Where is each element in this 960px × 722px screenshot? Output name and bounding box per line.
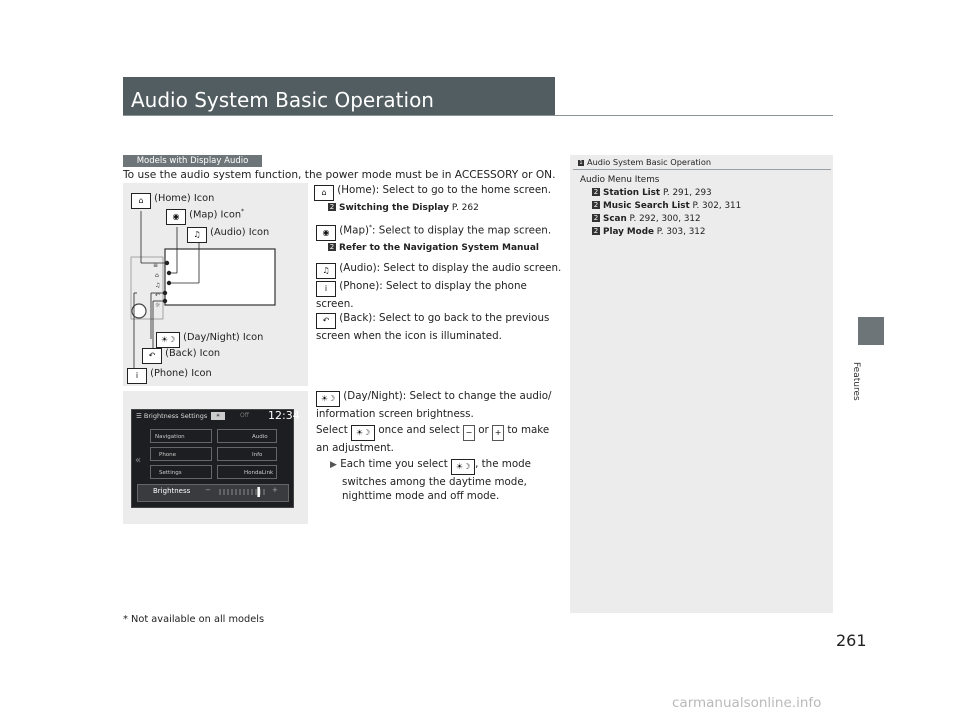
xref-icon: 2 xyxy=(329,203,335,211)
each-a: Each time you select xyxy=(340,458,448,470)
chevron-left-icon: « xyxy=(135,455,142,466)
title-rule xyxy=(123,115,833,116)
each-line3: nighttime mode and off mode. xyxy=(342,490,500,502)
menu-icon: ☰ xyxy=(136,412,142,420)
map-desc xyxy=(316,221,566,241)
map-desc-a: (Map) xyxy=(339,224,370,237)
daynight-desc xyxy=(316,389,566,407)
tile-navigation: Navigation xyxy=(150,429,212,443)
daynight-inline-icon-2: ☀☽ xyxy=(451,459,475,475)
screen-off-label: Off xyxy=(240,412,249,419)
note-item-music-search-list: 2 Music Search List P. 302, 311 xyxy=(593,201,742,211)
map-icon: ◉ xyxy=(166,209,186,225)
note-icon: 1 xyxy=(579,160,583,166)
intro-text: To use the audio system function, the power mode must be in ACCESSORY or ON. xyxy=(123,169,556,181)
xref-icon: 2 xyxy=(329,243,335,252)
daynight-column xyxy=(316,389,566,503)
map-label-text: (Map) Icon xyxy=(189,209,242,221)
brightness-marker xyxy=(257,487,260,497)
tile-settings: Settings xyxy=(150,465,212,479)
back-icon: ↶ xyxy=(142,348,162,364)
audio-desc-icon: ♫ xyxy=(316,263,336,279)
daynight-label-text: (Day/Night) Icon xyxy=(183,332,264,343)
map-desc-icon: ◉ xyxy=(316,225,336,241)
home-icon-label xyxy=(131,193,214,209)
phone-desc-line1: (Phone): Select to display the phone xyxy=(339,280,527,293)
brightness-label: Brightness xyxy=(153,487,191,495)
phone-desc-line2: screen. xyxy=(316,298,354,311)
each-line2: switches among the daytime mode, xyxy=(342,476,527,488)
phone-label-text: (Phone) Icon xyxy=(150,368,212,379)
display-outline xyxy=(165,249,275,305)
screen-title xyxy=(136,412,207,420)
section-tab xyxy=(858,317,884,345)
note-heading-text: Audio System Basic Operation xyxy=(587,157,712,167)
footnote: * Not available on all models xyxy=(123,614,265,625)
note-rule xyxy=(573,169,831,170)
models-badge: Models with Display Audio xyxy=(123,155,262,167)
map-label-star: * xyxy=(241,208,245,215)
select-b: once and select xyxy=(378,424,460,436)
each-b: , the mode xyxy=(475,458,532,470)
note-item-play-mode: 2 Play Mode P. 303, 312 xyxy=(593,227,706,237)
adjust-text: an adjustment. xyxy=(316,442,394,454)
home-label-text: (Home) Icon xyxy=(154,193,215,204)
daynight-desc-line1: (Day/Night): Select to change the audio/ xyxy=(343,390,552,402)
back-desc-line1: (Back): Select to go back to the previous xyxy=(339,312,550,325)
audio-icon: ♫ xyxy=(187,227,207,243)
brightness-minus: − xyxy=(205,486,211,494)
phone-desc xyxy=(316,279,566,297)
back-label-text: (Back) Icon xyxy=(165,348,221,359)
minus-icon: − xyxy=(463,425,475,441)
back-desc-line2: screen when the icon is illuminated. xyxy=(316,330,502,343)
description-column xyxy=(316,183,566,343)
back-icon-label xyxy=(142,348,220,364)
home-ref-title: Switching the Display xyxy=(339,203,450,213)
map-ref-title: Refer to the Navigation System Manual xyxy=(339,243,539,254)
section-label xyxy=(849,348,889,401)
back-desc xyxy=(316,311,566,329)
map-ref xyxy=(316,241,566,255)
home-desc-icon: ⌂ xyxy=(314,185,334,201)
home-icon: ⌂ xyxy=(131,193,151,209)
section-label-text: Features xyxy=(851,362,861,401)
or-text: or xyxy=(478,424,489,436)
plus-icon: + xyxy=(492,425,504,441)
home-desc-text: (Home): Select to go to the home screen. xyxy=(337,184,551,196)
tile-hondalink: HondaLink xyxy=(217,465,277,479)
home-ref-page: P. 262 xyxy=(451,203,479,213)
page-title: Audio System Basic Operation xyxy=(131,88,434,112)
daynight-inline-icon: ☀☽ xyxy=(351,425,375,441)
audio-icon-label xyxy=(187,227,269,243)
page-number: 261 xyxy=(836,631,867,650)
audio-label-text: (Audio) Icon xyxy=(210,227,270,238)
audio-desc-text: (Audio): Select to display the audio screen. xyxy=(339,262,562,275)
select-a: Select xyxy=(316,424,348,436)
watermark: carmanualsonline.info xyxy=(672,695,822,711)
note-item-scan: 2 Scan P. 292, 300, 312 xyxy=(593,214,701,224)
daynight-screen-icon: ☀ xyxy=(211,412,225,420)
select-c: to make xyxy=(507,424,550,436)
audio-desc xyxy=(316,261,566,279)
phone-desc-icon: i xyxy=(316,281,336,297)
svg-text:♫: ♫ xyxy=(155,282,161,289)
map-desc-b: : Select to display the map screen. xyxy=(372,224,552,237)
tile-phone: Phone xyxy=(150,447,212,461)
daynight-icon: ☀☽ xyxy=(156,332,180,348)
phone-icon-label xyxy=(127,368,212,384)
map-icon-label xyxy=(166,208,244,225)
note-heading xyxy=(578,157,711,167)
screen-title-text: Brightness Settings xyxy=(143,412,208,420)
arrow-icon: ▶ xyxy=(330,460,337,470)
svg-text:☼: ☼ xyxy=(155,302,161,309)
daynight-icon-label xyxy=(156,332,263,348)
svg-text:≡: ≡ xyxy=(153,262,159,269)
note-subheading: Audio Menu Items xyxy=(580,175,660,185)
svg-text:⌂: ⌂ xyxy=(155,272,159,279)
home-desc xyxy=(316,183,566,201)
note-item-station-list: 2 Station List P. 291, 293 xyxy=(593,188,712,198)
svg-text:↶: ↶ xyxy=(155,292,161,299)
tile-audio: Audio xyxy=(217,429,277,443)
each-line xyxy=(316,457,566,475)
daynight-desc-line2: information screen brightness. xyxy=(316,408,474,420)
brightness-scale xyxy=(218,486,268,498)
select-line xyxy=(316,423,566,441)
screen-time: 12:34 xyxy=(268,409,300,422)
map-desc-star: * xyxy=(369,224,373,231)
home-ref xyxy=(316,201,566,215)
brightness-plus: + xyxy=(272,486,278,494)
phone-icon: i xyxy=(127,368,147,384)
daynight-desc-icon: ☀☽ xyxy=(316,391,340,407)
back-desc-icon: ↶ xyxy=(316,313,336,329)
tile-info: Info xyxy=(217,447,277,461)
